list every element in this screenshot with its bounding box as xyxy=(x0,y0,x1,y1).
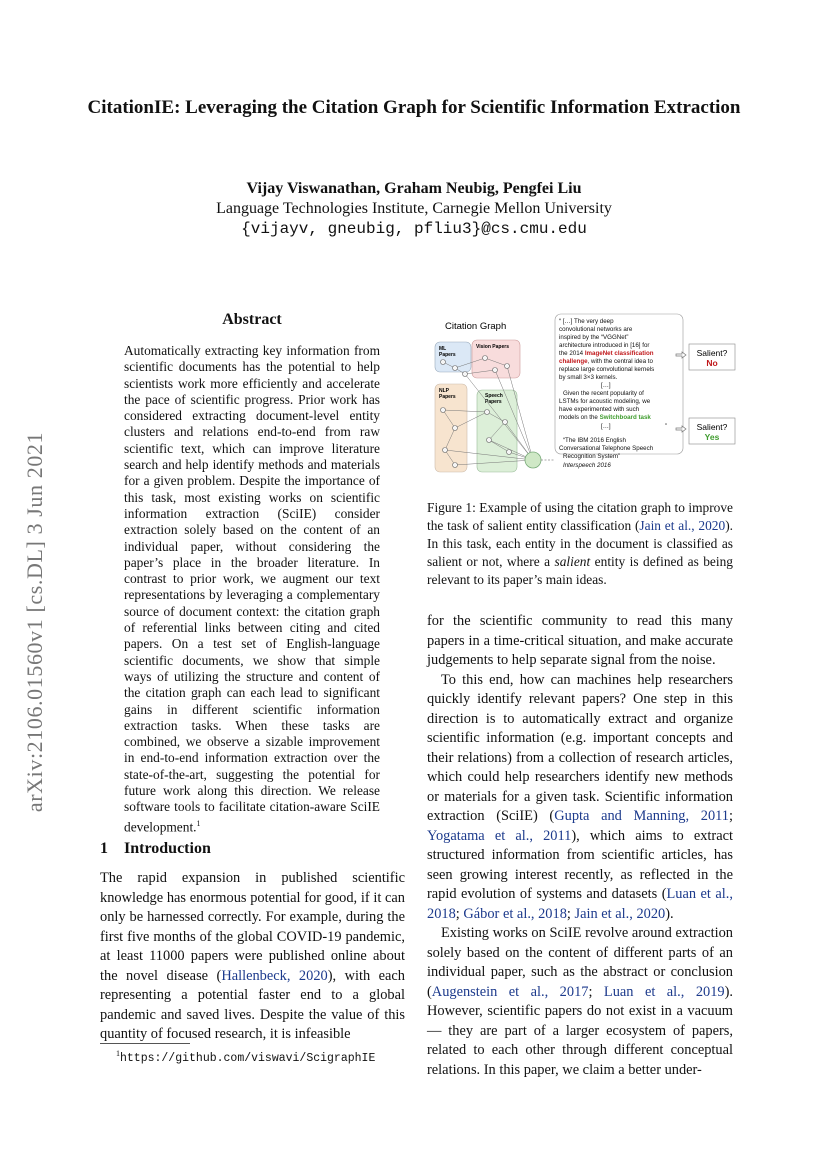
caption-text: entity is defined as being relevant to its paper’s main ideas. xyxy=(427,554,733,587)
right-column-text xyxy=(427,612,733,1080)
figure-caption xyxy=(427,499,733,589)
svg-text:“ […] The very deep: “ […] The very deep xyxy=(559,318,614,325)
vision-label: Vision Papers xyxy=(476,344,509,350)
figure-1 xyxy=(425,310,743,490)
salient-answer-no: No xyxy=(706,358,718,368)
abstract-body: Automatically extracting key information from scientific documents has the potential to help scientists work more efficiently and accelerate the pace of scientific progress. Prior work has considered extracting document-level entity clusters and relations end-to-end from raw scientific text, which can improve literature search and help identify methods and materials for a given problem. Despite the importance of this task, most existing works on scientific information extraction (SciIE) consider extraction solely based on the content of an individual paper, without considering the paper’s place in the broader literature. In contrast to prior work, we augment our text representations by leveraging a complementary source of document context: the citation graph of referential links between citing and cited papers. On a test set of English-language scientific documents, we show that simple ways of utilizing the structure and content of the citation graph can each lead to significant gains in different scientific information extraction tasks. When these tasks are combined, we observe a sizable improvement in end-to-end information extraction over the state-of-the-art, suggesting the potential for future work along this direction. We release software tools to facilitate citation-aware SciIE development. xyxy=(124,343,380,835)
arxiv-identifier: arXiv:2106.01560v1 [cs.DL] 3 Jun 2021 xyxy=(22,431,47,813)
svg-text:”: ” xyxy=(665,423,668,430)
author-list: Vijay Viswanathan, Graham Neubig, Pengfei Liu xyxy=(246,180,582,197)
ml-label: Papers xyxy=(439,352,456,358)
caption-emphasis: salient xyxy=(554,554,591,569)
speech-label: Papers xyxy=(485,399,502,405)
svg-text:[…]: […] xyxy=(601,423,611,430)
svg-text:by small 3×3 kernels.: by small 3×3 kernels. xyxy=(559,374,618,381)
citation-link[interactable]: Augenstein et al., 2017 xyxy=(431,983,589,1000)
paragraph: Existing works on SciIE revolve around extraction solely based on the content of different parts of an individual paper, such as the abstract or conclusion (Augenstein et al., 2017; Luan et al., 2019). However, scientific papers do not exist in a vacuum — they are part of a larger ecosystem of papers, related to each other through different conceptual relations. In this paper, we claim a better under- xyxy=(427,925,733,1078)
svg-text:challenge, with the central id: challenge, with the central idea to xyxy=(559,358,653,365)
target-paper-node xyxy=(525,452,541,468)
svg-text:Conversational Telephone Speec: Conversational Telephone Speech xyxy=(559,445,654,452)
svg-text:“The IBM 2016 English: “The IBM 2016 English xyxy=(563,437,626,444)
svg-text:Interspeech 2016: Interspeech 2016 xyxy=(563,462,611,469)
salient-answer-yes: Yes xyxy=(704,432,720,442)
intro-paragraph xyxy=(100,869,405,1045)
entity-challenge: challenge xyxy=(559,358,588,365)
citation-link[interactable]: Luan et al., 2019 xyxy=(603,983,725,1000)
citation-link[interactable]: Yogatama et al., 2011 xyxy=(427,827,572,844)
svg-text:have experimented with such: have experimented with such xyxy=(559,406,640,413)
citation-link[interactable]: Gupta and Manning, 2011 xyxy=(554,808,730,824)
citation-link[interactable]: Jain et al., 2020 xyxy=(639,518,726,533)
paper-title: CitationIE: Leveraging the Citation Graph for Scientific Information Extraction xyxy=(87,97,741,118)
svg-text:replace large convolutional ke: replace large convolutional kernels xyxy=(559,366,655,373)
svg-text:inspired by the “VGGNet”: inspired by the “VGGNet” xyxy=(559,334,629,341)
citation-link[interactable]: Hallenbeck, 2020 xyxy=(221,967,328,984)
intro-text: The rapid expansion in published scientific knowledge has enormous potential for good, if it can only be harnessed correctly. For example, during the first five months of the global COVID-19 pandemic, at least 11000 papers were published online about the novel disease ( xyxy=(100,870,405,984)
svg-text:architecture introduced in [16: architecture introduced in [16] for xyxy=(559,342,650,349)
paragraph: To this end, how can machines help researchers quickly identify relevant papers? One step in this direction is to automatically extract and organize scientific information (e.g. important concepts and their relations) from a collection of research articles, which could help researchers identify new methods or materials for a given task. Scientific information extraction (SciIE) (Gupta and Manning, 2011; Yogatama et al., 2011), which aims to extract structured information from scientific articles, has seen growing interest recently, as reflected in the rapid evolution of systems and datasets (Luan et al., 2018; Gábor et al., 2018; Jain et al., 2020). xyxy=(427,671,734,922)
entity-switchboard: Switchboard task xyxy=(599,414,651,421)
citation-link[interactable]: Jain et al., 2020 xyxy=(574,905,666,922)
svg-text:[…]: […] xyxy=(601,382,611,389)
footnote-mark: 1 xyxy=(116,1049,120,1058)
svg-text:Given the recent popularity of: Given the recent popularity of xyxy=(563,390,644,397)
entity-imagenet: ImageNet classification xyxy=(584,350,654,357)
nlp-label: NLP xyxy=(439,388,449,394)
speech-label: Speech xyxy=(485,393,503,399)
graph-title: Citation Graph xyxy=(445,321,507,332)
svg-text:LSTMs for acoustic modeling, w: LSTMs for acoustic modeling, we xyxy=(559,398,651,405)
affiliation: Language Technologies Institute, Carnegie Mellon University xyxy=(216,200,612,217)
section-number: 1 xyxy=(100,840,108,857)
paragraph: for the scientific community to read this many papers in a time-critical situation, and make accurate judgements to help separate signal from the noise. xyxy=(427,613,733,668)
citation-link[interactable]: Gábor et al., 2018 xyxy=(463,905,567,922)
svg-text:models on the Switchboard task: models on the Switchboard task xyxy=(559,414,651,421)
svg-text:Recognition System”: Recognition System” xyxy=(563,453,621,460)
abstract-text xyxy=(124,343,380,835)
nlp-label: Papers xyxy=(439,394,456,400)
section-title: Introduction xyxy=(124,840,211,857)
salient-question: Salient? xyxy=(696,422,728,432)
footnote-divider xyxy=(100,1043,190,1044)
footnote-mark: 1 xyxy=(196,818,201,828)
salient-question: Salient? xyxy=(696,348,728,358)
intro-text: ), with each representing a potential faster end to a global pandemic and saved lives. Despite the value of this quantity of focused research, it is infeasible xyxy=(100,967,405,1042)
svg-text:convolutional networks are: convolutional networks are xyxy=(559,326,633,333)
ml-label: ML xyxy=(439,346,447,352)
abstract-heading: Abstract xyxy=(222,311,282,328)
svg-text:the 2014 ImageNet classificati: the 2014 ImageNet classification xyxy=(559,350,654,357)
footnote-url[interactable]: https://github.com/viswavi/ScigraphIE xyxy=(120,1051,376,1065)
section-heading-introduction xyxy=(100,840,211,858)
author-emails: {vijayv, gneubig, pfliu3}@cs.cmu.edu xyxy=(241,220,587,238)
caption-text: ). In this task, each entity in the document is classified as salient or not, where a xyxy=(427,518,733,569)
citation-link[interactable]: Luan et al., 2018 xyxy=(427,886,733,922)
footnote xyxy=(116,1049,375,1065)
caption-text: Figure 1: Example of using the citation graph to improve the task of salient entity classification ( xyxy=(427,500,733,533)
